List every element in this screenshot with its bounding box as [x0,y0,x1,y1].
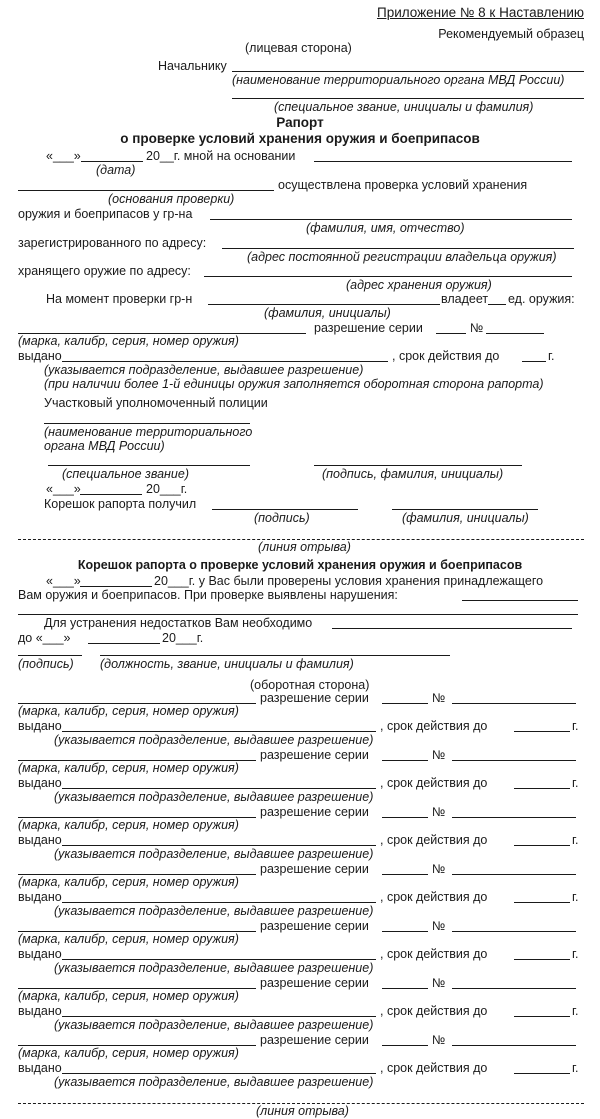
back-validity-date-line[interactable] [514,902,570,903]
back-permit-no-text: № [432,691,446,705]
back-permit-number-line[interactable] [452,817,576,818]
citizen-name-line[interactable] [210,219,572,220]
back-permit-no-text: № [432,805,446,819]
registration-address-line[interactable] [222,248,574,249]
storage-address-line[interactable] [204,276,572,277]
back-hint-issuer: (указывается подразделение, выдавшее разрешение) [54,904,374,918]
back-hint-issuer: (указывается подразделение, выдавшее разрешение) [54,790,374,804]
back-permit-series-line[interactable] [382,703,428,704]
back-validity-text: , срок действия до [380,1004,488,1018]
weapons-at-text: оружия и боеприпасов у гр-на [18,207,193,221]
back-issuer-line[interactable] [62,731,376,732]
back-permit-no-text: № [432,862,446,876]
back-validity-text: , срок действия до [380,947,488,961]
back-year-suffix: г. [572,719,579,733]
officer-organ-line[interactable] [44,423,250,424]
back-permit-series-line[interactable] [382,1045,428,1046]
back-permit-series-text: разрешение серии [260,691,369,705]
hint-reg: (адрес постоянной регистрации владельца оружия) [247,250,557,264]
hint-rank: (специальное звание, инициалы и фамилия) [274,100,534,114]
validity-date-line[interactable] [522,361,546,362]
hint-issuer: (указывается подразделение, выдавшее разрешение) [44,363,364,377]
back-permit-series-line[interactable] [382,874,428,875]
stub-until-month-line[interactable] [88,643,160,644]
back-year-suffix: г. [572,776,579,790]
year-suffix: г. [548,349,555,363]
back-validity-text: , срок действия до [380,719,488,733]
back-issued-text: выдано [18,833,62,847]
hint-organ2-line1: (наименование территориального [44,425,253,439]
date-day: «___» [46,149,81,163]
back-validity-date-line[interactable] [514,731,570,732]
back-hint-issuer: (указывается подразделение, выдавшее разрешение) [54,1075,374,1089]
back-issued-text: выдано [18,1061,62,1075]
back-permit-number-line[interactable] [452,874,576,875]
back-side-label: (оборотная сторона) [250,678,370,692]
report-title: Рапорт [276,115,324,130]
back-year-suffix: г. [572,947,579,961]
permit-series-line[interactable] [436,333,466,334]
back-permit-number-line[interactable] [452,988,576,989]
hint-fam-init2: (фамилия, инициалы) [402,511,529,525]
back-permit-no-text: № [432,976,446,990]
back-hint-weapon: (марка, калибр, серия, номер оружия) [18,932,239,946]
back-permit-series-text: разрешение серии [260,976,369,990]
storing-text: хранящего оружие по адресу: [18,264,191,278]
special-rank-line[interactable] [48,465,250,466]
hint-organ: (наименование территориального органа МВД России) [232,73,565,87]
back-validity-date-line[interactable] [514,959,570,960]
validity-text: , срок действия до [392,349,500,363]
back-permit-series-text: разрешение серии [260,919,369,933]
back-issuer-line[interactable] [62,959,376,960]
date2-year: 20___г. [146,482,188,496]
back-permit-series-line[interactable] [382,817,428,818]
back-permit-number-line[interactable] [452,1045,576,1046]
stub-title: Корешок рапорта о проверке условий хранения оружия и боеприпасов [77,558,523,572]
stub-date-month-line[interactable] [80,586,152,587]
back-validity-date-line[interactable] [514,845,570,846]
issued-text: выдано [18,349,62,363]
owner-name-line[interactable] [208,304,440,305]
chief-rank-line[interactable] [232,98,584,99]
back-permit-no-text: № [432,919,446,933]
units-count-line[interactable] [488,304,506,305]
violations-line-1[interactable] [462,600,578,601]
back-issuer-line[interactable] [62,845,376,846]
back-permit-series-text: разрешение серии [260,862,369,876]
stub-hint-sign: (подпись) [18,657,74,671]
back-hint-weapon: (марка, калибр, серия, номер оружия) [18,761,239,775]
registered-text: зарегистрированного по адресу: [18,236,207,250]
chief-organ-line[interactable] [232,71,584,72]
permit-no-text: № [470,321,484,335]
back-validity-text: , срок действия до [380,776,488,790]
back-hint-issuer: (указывается подразделение, выдавшее разрешение) [54,961,374,975]
stub-position-line[interactable] [100,655,450,656]
back-permit-series-text: разрешение серии [260,1033,369,1047]
back-permit-series-text: разрешение серии [260,805,369,819]
stub-received-text: Корешок рапорта получил [44,497,197,511]
sign-name-line[interactable] [314,465,522,466]
back-hint-weapon: (марка, калибр, серия, номер оружия) [18,818,239,832]
hint-weapon: (марка, калибр, серия, номер оружия) [18,334,239,348]
back-hint-weapon: (марка, калибр, серия, номер оружия) [18,989,239,1003]
hint-more: (при наличии более 1-й единицы оружия заполняется оборотная сторона рапорта) [44,377,544,391]
back-validity-date-line[interactable] [514,788,570,789]
inspection-done-text: осуществлена проверка условий хранения [278,178,528,192]
back-issuer-line[interactable] [62,1073,376,1074]
back-issued-text: выдано [18,947,62,961]
back-permit-no-text: № [432,1033,446,1047]
stub-fix-line[interactable] [332,628,572,629]
officer-label: Участковый уполномоченный полиции [44,396,268,410]
back-year-suffix: г. [572,833,579,847]
owns-text: владеет [441,292,489,306]
back-issuer-line[interactable] [62,1016,376,1017]
back-permit-series-line[interactable] [382,988,428,989]
back-year-suffix: г. [572,1004,579,1018]
stub-line1: 20___г. у Вас были проверены условия хранения принадлежащего [154,574,544,588]
back-hint-issuer: (указывается подразделение, выдавшее разрешение) [54,733,374,747]
hint-storage: (адрес хранения оружия) [346,278,492,292]
hint-basis: (основания проверки) [108,192,235,206]
back-permit-series-line[interactable] [382,760,428,761]
back-permit-number-line[interactable] [452,931,576,932]
basis-line[interactable] [314,161,572,162]
appendix-title: Приложение № 8 к Наставлению [377,5,584,20]
back-hint-weapon: (марка, калибр, серия, номер оружия) [18,875,239,889]
moment-text: На момент проверки гр-н [46,292,193,306]
issuer-line[interactable] [62,361,388,362]
back-permit-series-text: разрешение серии [260,748,369,762]
hint-fio: (фамилия, имя, отчество) [306,221,465,235]
stub-line2: Вам оружия и боеприпасов. При проверке выявлены нарушения: [18,588,398,602]
back-issuer-line[interactable] [62,788,376,789]
front-side-label: (лицевая сторона) [245,41,352,55]
stub-date-day: «___» [46,574,81,588]
back-validity-date-line[interactable] [514,1016,570,1017]
back-validity-text: , срок действия до [380,833,488,847]
to-chief-label: Начальнику [158,59,227,73]
stub-until-year: 20___г. [162,631,204,645]
receiver-name-line[interactable] [392,509,538,510]
cut-line-bottom-label: (линия отрыва) [256,1104,349,1118]
cut-line-label: (линия отрыва) [258,540,351,554]
back-issued-text: выдано [18,776,62,790]
stub-until: до «___» [18,631,71,645]
stub-sign-line[interactable] [18,655,82,656]
back-issuer-line[interactable] [62,902,376,903]
year-basis-text: 20__г. мной на основании [146,149,296,163]
stub-hint-position: (должность, звание, инициалы и фамилия) [100,657,354,671]
violations-line-2[interactable] [18,614,578,615]
hint-special-rank: (специальное звание) [62,467,189,481]
date-month-line[interactable] [81,161,143,162]
receiver-sign-line[interactable] [212,509,358,510]
back-hint-issuer: (указывается подразделение, выдавшее разрешение) [54,847,374,861]
permit-number-line[interactable] [486,333,544,334]
back-permit-number-line[interactable] [452,703,576,704]
back-issued-text: выдано [18,719,62,733]
hint-organ2-line2: органа МВД России) [44,439,165,453]
back-issued-text: выдано [18,1004,62,1018]
recommended-label: Рекомендуемый образец [438,27,584,41]
back-validity-text: , срок действия до [380,1061,488,1075]
hint-fam-init: (фамилия, инициалы) [264,306,391,320]
back-validity-text: , срок действия до [380,890,488,904]
basis-continue-line[interactable] [18,190,274,191]
back-year-suffix: г. [572,890,579,904]
hint-sign-fam: (подпись, фамилия, инициалы) [322,467,504,481]
back-hint-issuer: (указывается подразделение, выдавшее разрешение) [54,1018,374,1032]
back-year-suffix: г. [572,1061,579,1075]
hint-sign: (подпись) [254,511,310,525]
permit-series-text: разрешение серии [314,321,423,335]
back-permit-number-line[interactable] [452,760,576,761]
back-issued-text: выдано [18,890,62,904]
stub-fix-text: Для устранения недостатков Вам необходимо [44,616,313,630]
date2-day: «___» [46,482,81,496]
back-permit-series-line[interactable] [382,931,428,932]
units-text: ед. оружия: [508,292,575,306]
back-hint-weapon: (марка, калибр, серия, номер оружия) [18,1046,239,1060]
back-hint-weapon: (марка, калибр, серия, номер оружия) [18,704,239,718]
back-permit-no-text: № [432,748,446,762]
back-validity-date-line[interactable] [514,1073,570,1074]
hint-date: (дата) [96,163,136,177]
date2-month-line[interactable] [80,494,142,495]
report-subtitle: о проверке условий хранения оружия и боеприпасов [120,131,480,146]
